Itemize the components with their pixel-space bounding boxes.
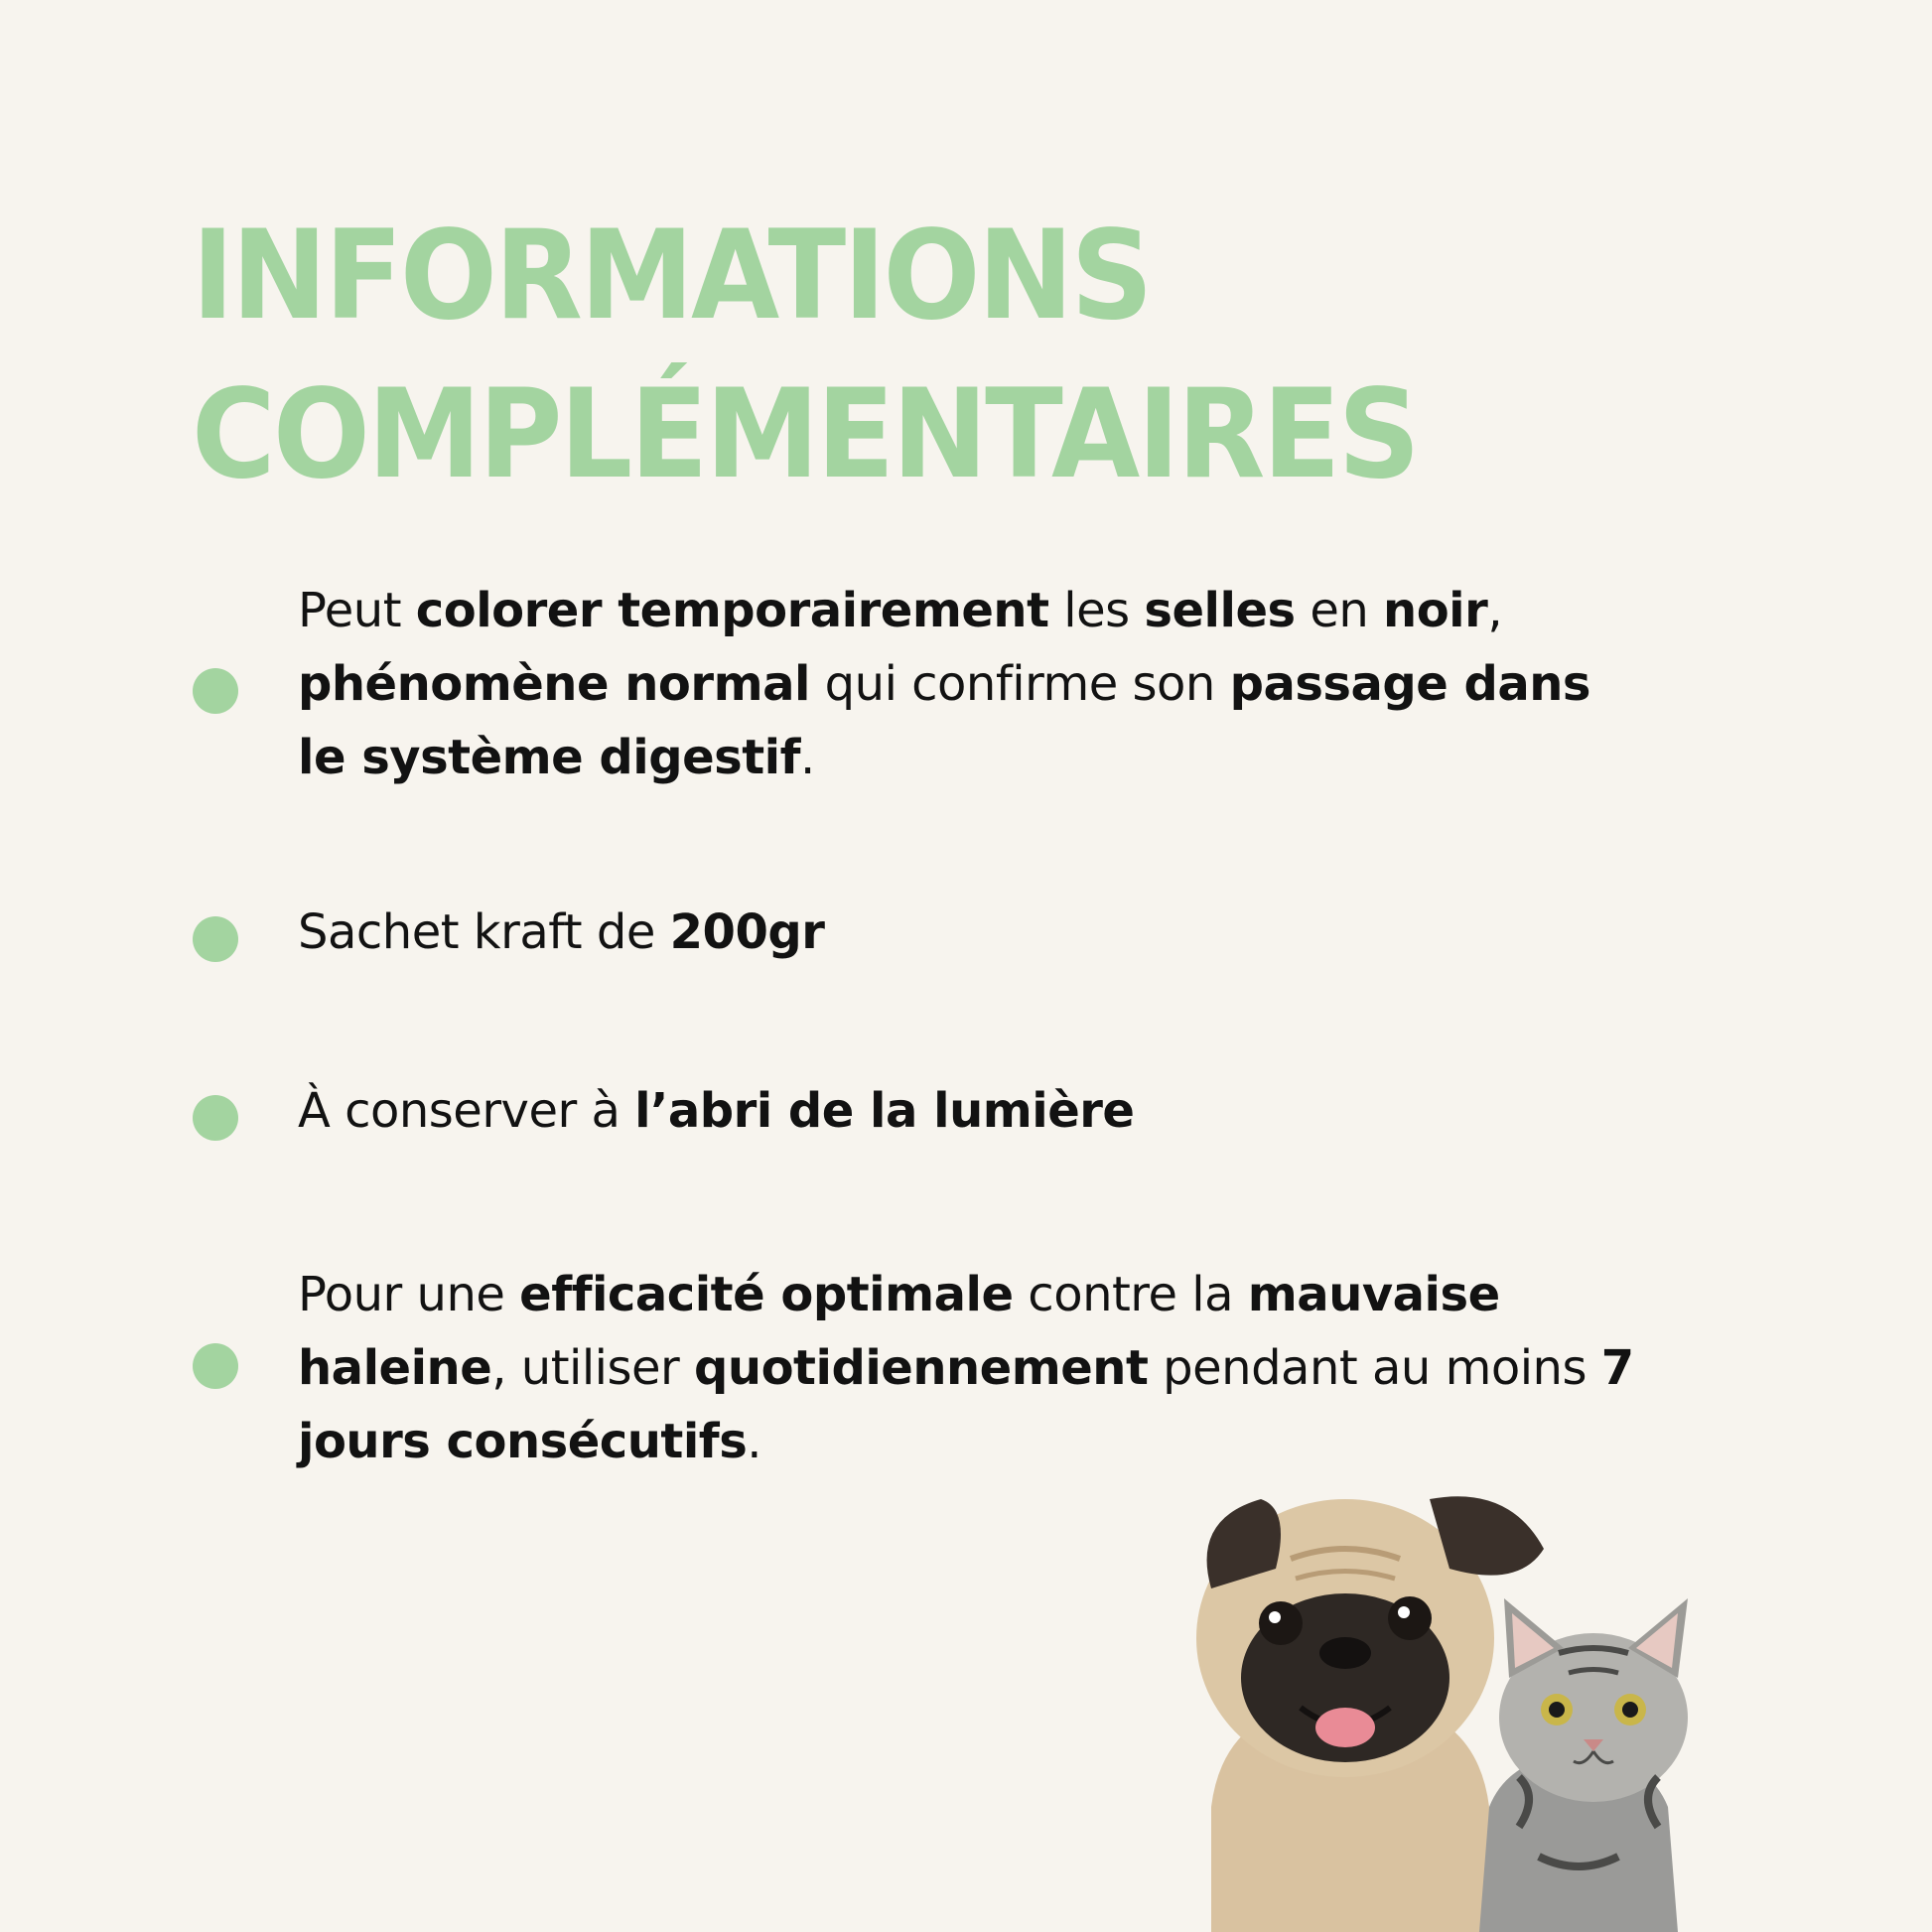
info-text bbox=[298, 1258, 1747, 1478]
bullet-dot-icon bbox=[193, 1343, 238, 1389]
bullet-dot-icon bbox=[193, 668, 238, 714]
emphasis-text: colorer temporairement bbox=[415, 583, 1049, 638]
info-text bbox=[298, 1074, 1747, 1148]
bullet-dot-icon bbox=[193, 916, 238, 962]
title-line-2: COMPLÉMENTAIRES bbox=[192, 363, 1418, 506]
body-text: pendant au moins bbox=[1148, 1340, 1601, 1396]
body-text: en bbox=[1295, 583, 1384, 638]
body-text: , bbox=[1487, 583, 1503, 638]
info-text bbox=[298, 574, 1747, 794]
emphasis-text: passage dans bbox=[1229, 656, 1590, 712]
body-text: qui confirme son bbox=[809, 656, 1230, 712]
body-text: . bbox=[800, 730, 815, 785]
emphasis-text: haleine bbox=[298, 1340, 492, 1396]
pug-and-kitten-illustration bbox=[1181, 1479, 1737, 1932]
emphasis-text: le système digestif bbox=[298, 730, 801, 785]
emphasis-text: quotidiennement bbox=[694, 1340, 1149, 1396]
kitten-icon bbox=[1479, 1598, 1688, 1932]
emphasis-text: selles bbox=[1144, 583, 1296, 638]
body-text: À conserver à bbox=[298, 1083, 635, 1139]
body-text: les bbox=[1048, 583, 1145, 638]
emphasis-text: 7 bbox=[1600, 1340, 1634, 1396]
emphasis-text: noir bbox=[1383, 583, 1488, 638]
body-text: . bbox=[747, 1414, 762, 1469]
emphasis-text: l’abri de la lumière bbox=[634, 1083, 1135, 1139]
emphasis-text: jours consécutifs bbox=[298, 1414, 748, 1469]
body-text: Peut bbox=[298, 583, 416, 638]
emphasis-text: phénomène normal bbox=[298, 656, 810, 712]
body-text: , utiliser bbox=[491, 1340, 695, 1396]
bullet-dot-icon bbox=[193, 1095, 238, 1141]
body-text: Pour une bbox=[298, 1267, 520, 1322]
info-text bbox=[298, 896, 1747, 969]
emphasis-text: 200gr bbox=[669, 904, 825, 960]
title-line-1: INFORMATIONS bbox=[192, 205, 1151, 347]
body-text: contre la bbox=[1013, 1267, 1248, 1322]
emphasis-text: efficacité optimale bbox=[519, 1267, 1014, 1322]
emphasis-text: mauvaise bbox=[1247, 1267, 1500, 1322]
page-title bbox=[192, 197, 1418, 514]
body-text: Sachet kraft de bbox=[298, 904, 670, 960]
